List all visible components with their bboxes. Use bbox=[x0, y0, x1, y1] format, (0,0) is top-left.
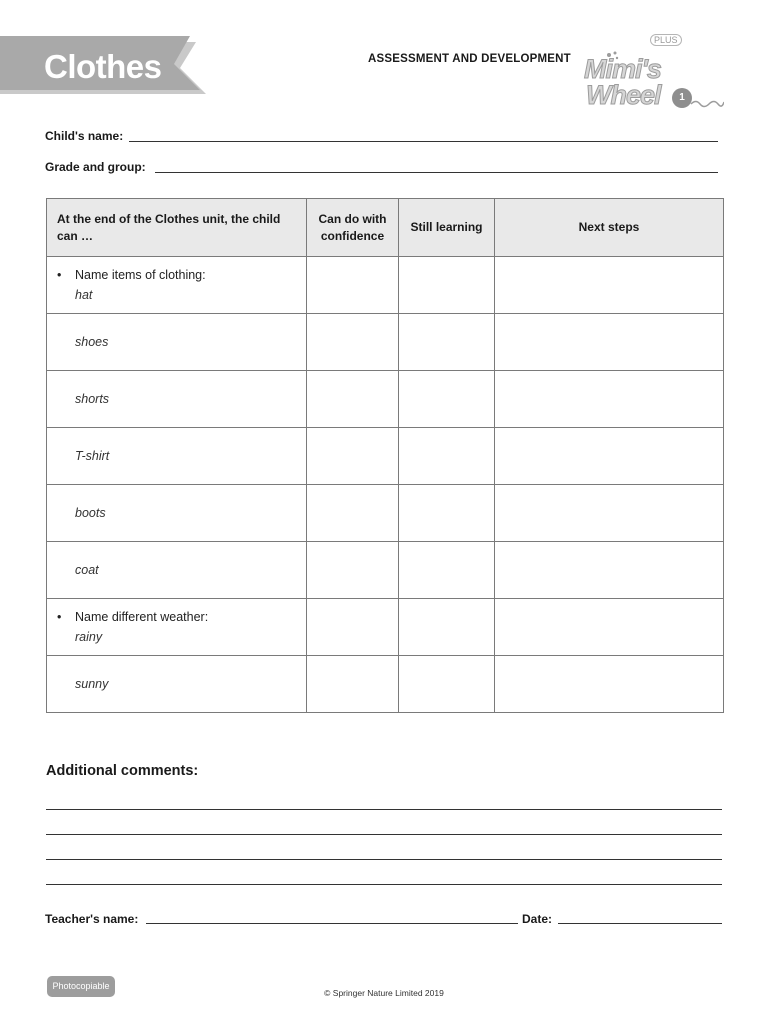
objective-cell bbox=[47, 371, 307, 428]
objective-item: shoes bbox=[75, 335, 109, 349]
next-steps-cell[interactable] bbox=[495, 257, 724, 314]
still-learning-cell[interactable] bbox=[399, 599, 495, 656]
photocopiable-badge: Photocopiable bbox=[47, 976, 115, 997]
copyright-text: © Springer Nature Limited 2019 bbox=[324, 988, 444, 998]
table-header-row bbox=[47, 199, 724, 257]
table-row bbox=[47, 599, 724, 656]
confidence-cell[interactable] bbox=[307, 257, 399, 314]
assessment-table bbox=[46, 198, 724, 713]
header-confidence: Can do with confidence bbox=[307, 199, 399, 257]
still-learning-cell[interactable] bbox=[399, 257, 495, 314]
grade-group-label: Grade and group: bbox=[45, 160, 146, 174]
comment-line[interactable] bbox=[46, 884, 722, 885]
next-steps-cell[interactable] bbox=[495, 656, 724, 713]
objective-item: coat bbox=[75, 563, 99, 577]
header-still-learning: Still learning bbox=[399, 199, 495, 257]
grade-group-line[interactable] bbox=[155, 172, 718, 173]
next-steps-cell[interactable] bbox=[495, 599, 724, 656]
confidence-cell[interactable] bbox=[307, 428, 399, 485]
table-row bbox=[47, 542, 724, 599]
objective-cell bbox=[47, 257, 307, 314]
still-learning-cell[interactable] bbox=[399, 656, 495, 713]
date-label: Date: bbox=[522, 912, 553, 926]
objective-cell bbox=[47, 656, 307, 713]
next-steps-cell[interactable] bbox=[495, 485, 724, 542]
objective-item: sunny bbox=[75, 677, 109, 691]
logo-level-badge: 1 bbox=[672, 88, 692, 108]
child-name-line[interactable] bbox=[129, 141, 718, 142]
objective-cell bbox=[47, 314, 307, 371]
objective-bullet: • Name different weather: bbox=[75, 610, 306, 624]
confidence-cell[interactable] bbox=[307, 542, 399, 599]
still-learning-cell[interactable] bbox=[399, 371, 495, 428]
teacher-name-line[interactable] bbox=[146, 923, 518, 924]
section-heading: ASSESSMENT AND DEVELOPMENT bbox=[368, 53, 571, 65]
unit-title: Clothes bbox=[44, 48, 162, 85]
objective-cell bbox=[47, 485, 307, 542]
teacher-name-label: Teacher's name: bbox=[45, 912, 139, 926]
objective-cell bbox=[47, 599, 307, 656]
next-steps-cell[interactable] bbox=[495, 542, 724, 599]
objective-item: rainy bbox=[75, 630, 103, 644]
objective-cell bbox=[47, 542, 307, 599]
objective-cell bbox=[47, 428, 307, 485]
still-learning-cell[interactable] bbox=[399, 542, 495, 599]
table-row bbox=[47, 314, 724, 371]
mimis-wheel-logo bbox=[580, 32, 730, 116]
objective-item: shorts bbox=[75, 392, 110, 406]
comment-line[interactable] bbox=[46, 834, 722, 835]
table-row bbox=[47, 428, 724, 485]
logo-plus-badge: PLUS bbox=[650, 34, 682, 46]
logo-text-mimis: Mimi's bbox=[584, 54, 661, 84]
date-line[interactable] bbox=[558, 923, 722, 924]
comment-line[interactable] bbox=[46, 809, 722, 810]
header-objective: At the end of the Clothes unit, the child can … bbox=[47, 199, 307, 257]
confidence-cell[interactable] bbox=[307, 599, 399, 656]
objective-item: T-shirt bbox=[75, 449, 110, 463]
objective-bullet: • Name items of clothing: bbox=[75, 268, 306, 282]
confidence-cell[interactable] bbox=[307, 314, 399, 371]
header-next-steps: Next steps bbox=[495, 199, 724, 257]
objective-item: boots bbox=[75, 506, 106, 520]
comments-heading: Additional comments: bbox=[46, 763, 199, 779]
comment-line[interactable] bbox=[46, 859, 722, 860]
still-learning-cell[interactable] bbox=[399, 428, 495, 485]
confidence-cell[interactable] bbox=[307, 371, 399, 428]
still-learning-cell[interactable] bbox=[399, 485, 495, 542]
next-steps-cell[interactable] bbox=[495, 428, 724, 485]
table-row bbox=[47, 371, 724, 428]
child-name-label: Child's name: bbox=[45, 129, 124, 143]
confidence-cell[interactable] bbox=[307, 656, 399, 713]
table-row bbox=[47, 656, 724, 713]
next-steps-cell[interactable] bbox=[495, 314, 724, 371]
table-row bbox=[47, 257, 724, 314]
objective-item: hat bbox=[75, 288, 93, 302]
confidence-cell[interactable] bbox=[307, 485, 399, 542]
next-steps-cell[interactable] bbox=[495, 371, 724, 428]
logo-squiggle-icon bbox=[690, 98, 724, 110]
logo-text-wheel: Wheel bbox=[586, 80, 661, 110]
table-row bbox=[47, 485, 724, 542]
still-learning-cell[interactable] bbox=[399, 314, 495, 371]
